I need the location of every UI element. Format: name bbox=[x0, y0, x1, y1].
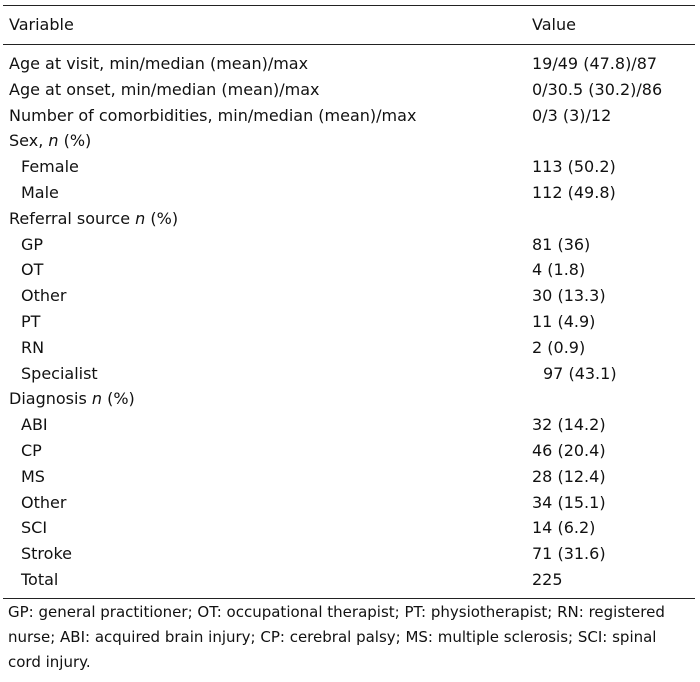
row-label: Male bbox=[21, 182, 59, 202]
row-label: Age at visit, min/median (mean)/max bbox=[9, 54, 309, 73]
label-prefix: Sex, bbox=[9, 131, 44, 151]
row-value: 113 (50.2) bbox=[532, 157, 616, 177]
table-body bbox=[3, 45, 695, 598]
row-value: 225 bbox=[532, 569, 563, 589]
table-row bbox=[3, 567, 695, 593]
row-value: 81 (36) bbox=[532, 234, 591, 254]
table-row bbox=[3, 154, 695, 180]
row-value: 71 (31.6) bbox=[532, 544, 606, 564]
row-label: MS bbox=[21, 466, 45, 486]
table-section-row bbox=[3, 206, 695, 232]
header-variable: Variable bbox=[9, 15, 74, 34]
row-value: 2 (0.9) bbox=[532, 337, 586, 357]
row-value: 46 (20.4) bbox=[532, 440, 606, 460]
table-row bbox=[3, 361, 695, 387]
row-label: Age at onset, min/median (mean)/max bbox=[9, 79, 320, 99]
row-label: RN bbox=[21, 337, 45, 357]
table-row bbox=[3, 257, 695, 283]
summary-table bbox=[3, 5, 695, 599]
label-prefix: Diagnosis bbox=[9, 389, 87, 409]
row-value: 4 (1.8) bbox=[532, 260, 586, 280]
table-row bbox=[3, 335, 695, 361]
table-row bbox=[3, 541, 695, 567]
section-label-referral bbox=[9, 209, 178, 228]
row-value: 30 (13.3) bbox=[532, 286, 606, 306]
label-italic: n bbox=[135, 208, 146, 228]
table-row bbox=[3, 180, 695, 206]
row-label: SCI bbox=[21, 518, 48, 538]
row-value: 32 (14.2) bbox=[532, 415, 606, 435]
table-row bbox=[3, 464, 695, 490]
row-label: ABI bbox=[21, 415, 48, 435]
row-value: 19/49 (47.8)/87 bbox=[532, 54, 658, 73]
row-label: Number of comorbidities, min/median (mean)/max bbox=[9, 105, 417, 125]
row-label: OT bbox=[21, 260, 44, 280]
table-row bbox=[3, 515, 695, 541]
row-value: 11 (4.9) bbox=[532, 311, 596, 331]
row-label: CP bbox=[21, 440, 42, 460]
section-label-diagnosis bbox=[9, 389, 135, 408]
label-prefix: Referral source bbox=[9, 208, 131, 228]
table-row bbox=[3, 232, 695, 258]
row-label: Specialist bbox=[21, 363, 98, 383]
label-italic: n bbox=[91, 389, 103, 409]
table-row bbox=[3, 309, 695, 335]
table-row bbox=[3, 438, 695, 464]
table-row bbox=[3, 412, 695, 438]
row-label: Other bbox=[21, 286, 67, 306]
label-italic: n bbox=[48, 131, 59, 151]
header-value: Value bbox=[532, 15, 576, 34]
table-header-row bbox=[3, 6, 695, 44]
label-suffix: (%) bbox=[107, 389, 135, 409]
label-suffix: (%) bbox=[63, 131, 92, 151]
section-label-sex bbox=[9, 131, 91, 150]
row-value: 0/30.5 (30.2)/86 bbox=[532, 79, 663, 99]
table-row bbox=[3, 51, 695, 77]
table-section-row bbox=[3, 386, 695, 412]
label-suffix: (%) bbox=[150, 208, 179, 228]
row-label: Stroke bbox=[21, 544, 72, 564]
row-value: 97 (43.1) bbox=[543, 363, 617, 383]
table-row bbox=[3, 77, 695, 103]
row-value: 112 (49.8) bbox=[532, 182, 616, 202]
row-value: 28 (12.4) bbox=[532, 466, 606, 486]
table-row bbox=[3, 103, 695, 129]
row-label: Other bbox=[21, 492, 67, 512]
row-label: PT bbox=[21, 311, 41, 331]
row-value: 34 (15.1) bbox=[532, 492, 606, 512]
table-row bbox=[3, 490, 695, 516]
bottom-rule bbox=[3, 598, 695, 599]
row-value: 14 (6.2) bbox=[532, 518, 596, 538]
row-label: GP bbox=[21, 234, 44, 254]
row-value: 0/3 (3)/12 bbox=[532, 105, 612, 125]
table-footnote: GP: general practitioner; OT: occupational therapist; PT: physiotherapist; RN: registered nurse; ABI: acquired brain injury; CP: cerebral palsy; MS: multiple sclerosis; SCI: spinal cord injury. bbox=[8, 603, 665, 671]
row-label: Total bbox=[21, 569, 59, 589]
table-section-row bbox=[3, 128, 695, 154]
table-row bbox=[3, 283, 695, 309]
row-label: Female bbox=[21, 157, 79, 177]
